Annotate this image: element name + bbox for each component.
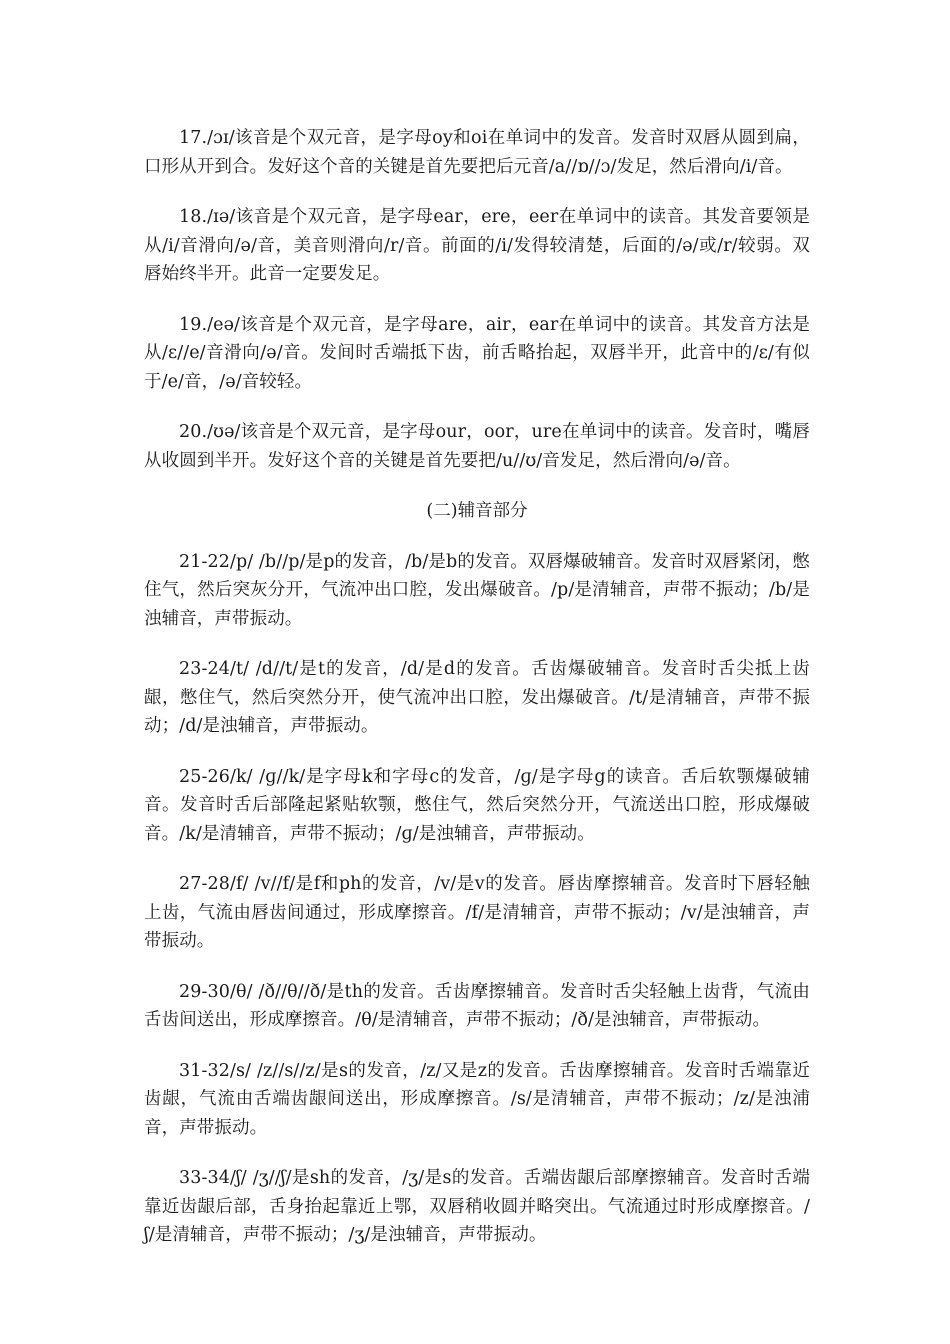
document-page bbox=[144, 124, 810, 1272]
paragraph-19-ea: 19./eə/该音是个双元音，是字母are，air，ear在单词中的读音。其发音方法是从/ε//e/音滑向/ə/音。发间时舌端抵下齿，前舌略抬起，双唇半开，此音中的/ε/有似于/e/音，/ə/音较轻。 bbox=[144, 314, 810, 392]
paragraph-18-ie: 18./ɪə/该音是个双元音，是字母ear，ere，eer在单词中的读音。其发音要领是从/i/音滑向/ə/音，美音则滑向/r/音。前面的/i/发得较清楚，后面的/ə/或/r/较弱。双唇始终半开。此音一定要发足。 bbox=[144, 207, 810, 284]
paragraph-27-28-f-v: 27-28/f/ /v//f/是f和ph的发音，/v/是v的发音。唇齿摩擦辅音。发音时下唇轻触上齿，气流由唇齿间通过，形成摩擦音。/f/是清辅音，声带不振动；/v/是浊辅音，声带振动。 bbox=[144, 874, 810, 951]
paragraph-25-26-k-g: 25-26/k/ /ɡ//k/是字母k和字母c的发音，/ɡ/是字母g的读音。舌后软颚爆破辅音。发音时舌后部隆起紧贴软颚，憋住气，然后突然分开，气流送出口腔，形成爆破音。/k/是清辅音，声带不振动；/ɡ/是浊辅音，声带振动。 bbox=[144, 766, 810, 844]
paragraph-17-oi: 17./ɔɪ/该音是个双元音，是字母oy和oi在单词中的发音。发音时双唇从圆到扁，口形从开到合。发好这个音的关键是首先要把后元音/a//ɒ//ɔ/发足，然后滑向/i/音。 bbox=[144, 128, 810, 177]
paragraph-21-22-p-b: 21-22/p/ /b//p/是p的发音，/b/是b的发音。双唇爆破辅音。发音时双唇紧闭，憋住气，然后突灰分开，气流冲出口腔，发出爆破音。/p/是清辅音，声带不振动；/b/是浊辅音，声带振动。 bbox=[144, 551, 810, 629]
section-heading-consonants: (二)辅音部分 bbox=[426, 501, 528, 521]
paragraph-29-30-th: 29-30/θ/ /ð//θ//ð/是th的发音。舌齿摩擦辅音。发音时舌尖轻触上齿背，气流由舌齿间送出，形成摩擦音。/θ/是清辅音，声带不振动；/ð/是浊辅音，声带振动。 bbox=[144, 981, 810, 1030]
paragraph-20-ua: 20./ʊə/该音是个双元音，是字母our，oor，ure在单词中的读音。发音时，嘴唇从收圆到半开。发好这个音的关键是首先要把/u//ʊ/音发足，然后滑向/ə/音。 bbox=[144, 422, 810, 471]
paragraph-31-32-s-z: 31-32/s/ /z//s//z/是s的发音，/z/又是z的发音。舌齿摩擦辅音。发音时舌端靠近齿龈，气流由舌端齿龈间送出，形成摩擦音。/s/是清辅音，声带不振动；/z/是浊浦音，声带振动。 bbox=[144, 1060, 810, 1138]
paragraph-23-24-t-d: 23-24/t/ /d//t/是t的发音，/d/是d的发音。舌齿爆破辅音。发音时舌尖抵上齿龈，憋住气，然后突然分开，使气流冲出口腔，发出爆破音。/t/是清辅音，声带不振动；/d/是浊辅音，声带振动。 bbox=[144, 659, 810, 736]
paragraph-33-34-sh-zh: 33-34/ʃ/ /ʒ//ʃ/是sh的发音，/ʒ/是s的发音。舌端齿龈后部摩擦辅音。发音时舌端靠近齿龈后部，舌身抬起靠近上鄂，双唇稍收圆并略突出。气流通过时形成摩擦音。/ʃ/是清辅音，声带不振动；/ʒ/是浊辅音，声带振动。 bbox=[144, 1168, 810, 1245]
